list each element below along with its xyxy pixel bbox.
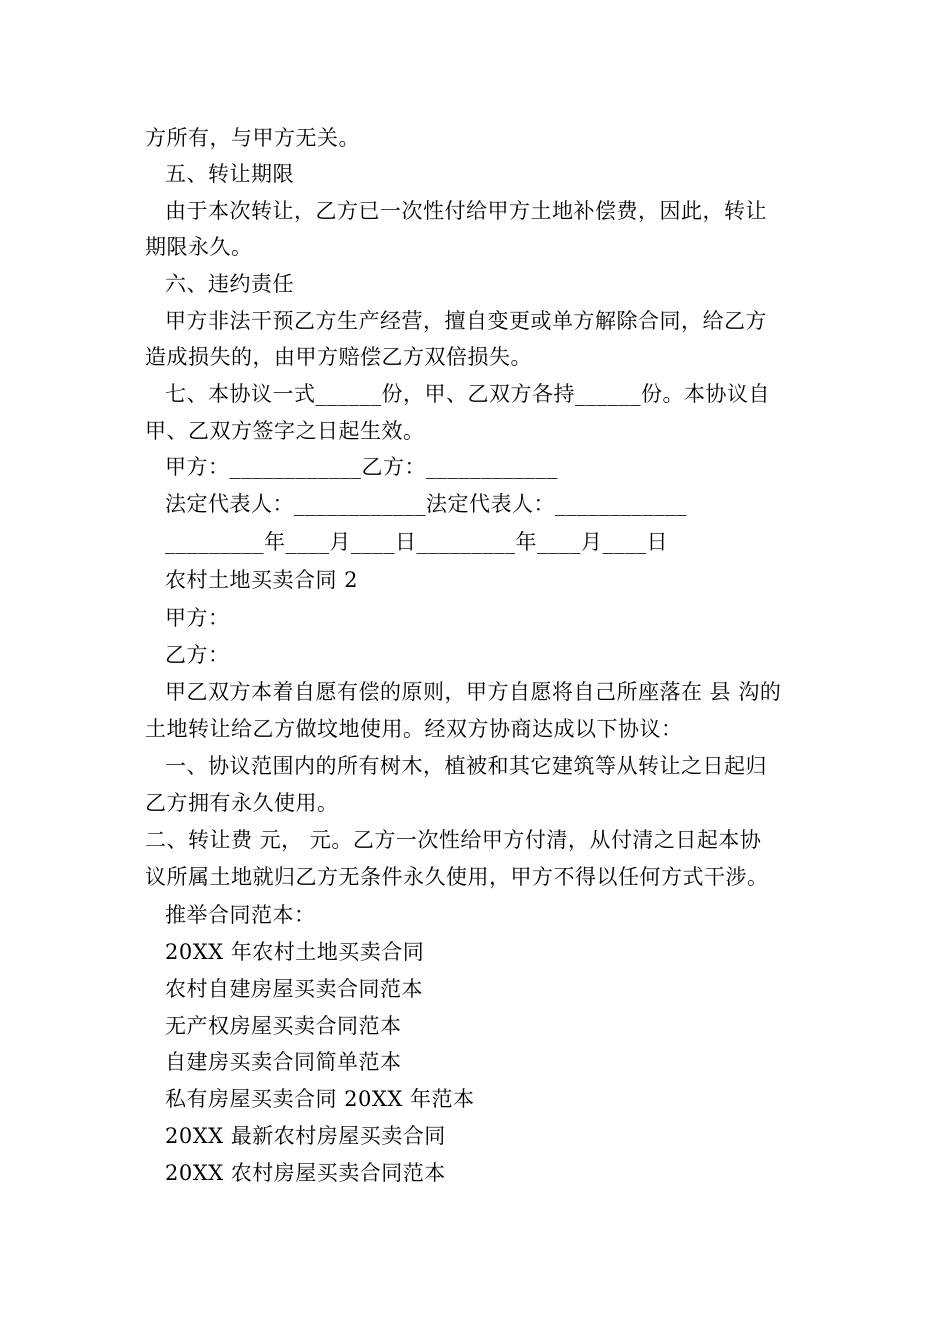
- paragraph-line: 甲方非法干预乙方生产经营，擅自变更或单方解除合同，给乙方: [165, 309, 767, 333]
- paragraph-line: 期限永久。: [145, 235, 253, 259]
- contract-title: 农村土地买卖合同 2: [165, 568, 359, 592]
- paragraph-continuation: 方所有，与甲方无关。: [145, 126, 360, 150]
- signature-representative-line: 法定代表人：____________法定代表人：____________: [165, 492, 687, 516]
- section-heading-transfer-term: 五、转让期限: [165, 162, 294, 186]
- paragraph-line: 甲、乙双方签字之日起生效。: [145, 419, 425, 443]
- section-heading-breach-liability: 六、违约责任: [165, 272, 294, 296]
- party-b-label: 乙方：: [165, 643, 230, 667]
- recommended-template-link[interactable]: 20XX 年农村土地买卖合同: [165, 940, 425, 964]
- recommended-templates-heading: 推举合同范本：: [165, 903, 316, 927]
- paragraph-line: 由于本次转让，乙方已一次性付给甲方土地补偿费，因此，转让: [165, 199, 767, 223]
- recommended-template-link[interactable]: 20XX 最新农村房屋买卖合同: [165, 1124, 446, 1148]
- recommended-template-link[interactable]: 农村自建房屋买卖合同范本: [165, 977, 423, 1001]
- paragraph-line: 二、转让费 元， 元。乙方一次性给甲方付清，从付清之日起本协: [145, 828, 762, 852]
- recommended-template-link[interactable]: 自建房买卖合同简单范本: [165, 1050, 402, 1074]
- recommended-template-link[interactable]: 无产权房屋买卖合同范本: [165, 1014, 402, 1038]
- signature-date-line: _________年____月____日_________年____月____日: [165, 530, 668, 554]
- paragraph-line: 乙方拥有永久使用。: [145, 791, 339, 815]
- party-a-label: 甲方：: [165, 606, 230, 630]
- paragraph-line: 议所属土地就归乙方无条件永久使用，甲方不得以任何方式干涉。: [145, 865, 769, 889]
- recommended-template-link[interactable]: 20XX 农村房屋买卖合同范本: [165, 1161, 446, 1185]
- paragraph-line: 甲乙双方本着自愿有偿的原则，甲方自愿将自己所座落在 县 沟的: [165, 680, 782, 704]
- paragraph-line: 造成损失的，由甲方赔偿乙方双倍损失。: [145, 345, 532, 369]
- paragraph-line: 七、本协议一式______份，甲、乙双方各持______份。本协议自: [165, 382, 770, 406]
- recommended-template-link[interactable]: 私有房屋买卖合同 20XX 年范本: [165, 1087, 475, 1111]
- signature-party-line: 甲方：____________乙方：____________: [165, 455, 558, 479]
- paragraph-line: 一、协议范围内的所有树木，植被和其它建筑等从转让之日起归: [165, 754, 767, 778]
- paragraph-line: 土地转让给乙方做坟地使用。经双方协商达成以下协议：: [145, 717, 683, 741]
